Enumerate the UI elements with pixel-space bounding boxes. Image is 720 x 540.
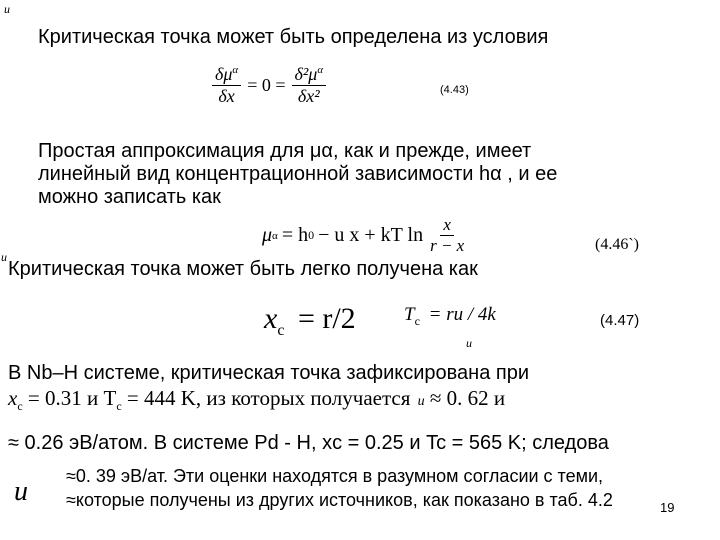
para2-line1: Простая аппроксимация для μα, как и прежде, имеет [38, 140, 532, 162]
equation-4-47-tc: $T_c$ = ru / 4k [404, 304, 496, 328]
para2-line2: линейный вид концентрационной зависимости hα , и ее [38, 163, 558, 185]
corner-mark: u [466, 336, 472, 350]
estimate-line1: ≈0. 39 эВ/ат. Эти оценки находятся в разумном согласии с теми, [66, 466, 604, 486]
nbh-line1: В Nb–H системе, критическая точка зафиксирована при [8, 362, 530, 384]
frac-dmu-dx: $\frac{\delta\mu^\alpha}{\delta x}$ [212, 64, 241, 107]
equation-4-43: $\frac{\delta\mu^\alpha}{\delta x}$ = 0 = $\frac{\delta^2\mu^\alpha}{\text{δx²}}$ [212, 64, 326, 107]
page-number: 19 [660, 500, 675, 515]
corner-mark: u [4, 2, 10, 16]
equation-number-4-46: (4.46`) [595, 236, 639, 253]
u-symbol: u [14, 476, 28, 507]
pdh-line: ≈ 0.26 эВ/атом. В системе Pd - H, xc = 0.25 и Tc = 565 K; следова [8, 432, 609, 454]
equation-4-47-xc: $x_c = r/2$ [264, 302, 356, 339]
intro-line: Критическая точка может быть определена из условия [38, 26, 549, 48]
equation-4-46: μ α = h 0 − u x + kT ln $\frac{x}{r - x}$ [262, 215, 467, 256]
para2-line3: можно записать как [38, 186, 221, 208]
equation-number-4-47: (4.47) [600, 312, 640, 329]
equation-number-4-43: (4.43) [440, 84, 469, 96]
estimate-line2: ≈которые получены из других источников, как показано в таб. 4.2 [66, 490, 613, 510]
nbh-line2: $x_c = 0.31$ и $T_c = 444$ K, из которых получается u ≈ 0. 62 и [8, 386, 506, 414]
frac-x-over-r-minus-x: $\frac{x}{r - x}$ [430, 215, 465, 255]
frac-d2mu-dx2: $\frac{\delta^2\mu^\alpha}{\text{δx²}}$ [292, 64, 327, 107]
paragraph-approximation [38, 140, 694, 209]
corner-mark: u [1, 250, 7, 264]
critical-point-line: Критическая точка может быть легко получена как [8, 258, 478, 280]
